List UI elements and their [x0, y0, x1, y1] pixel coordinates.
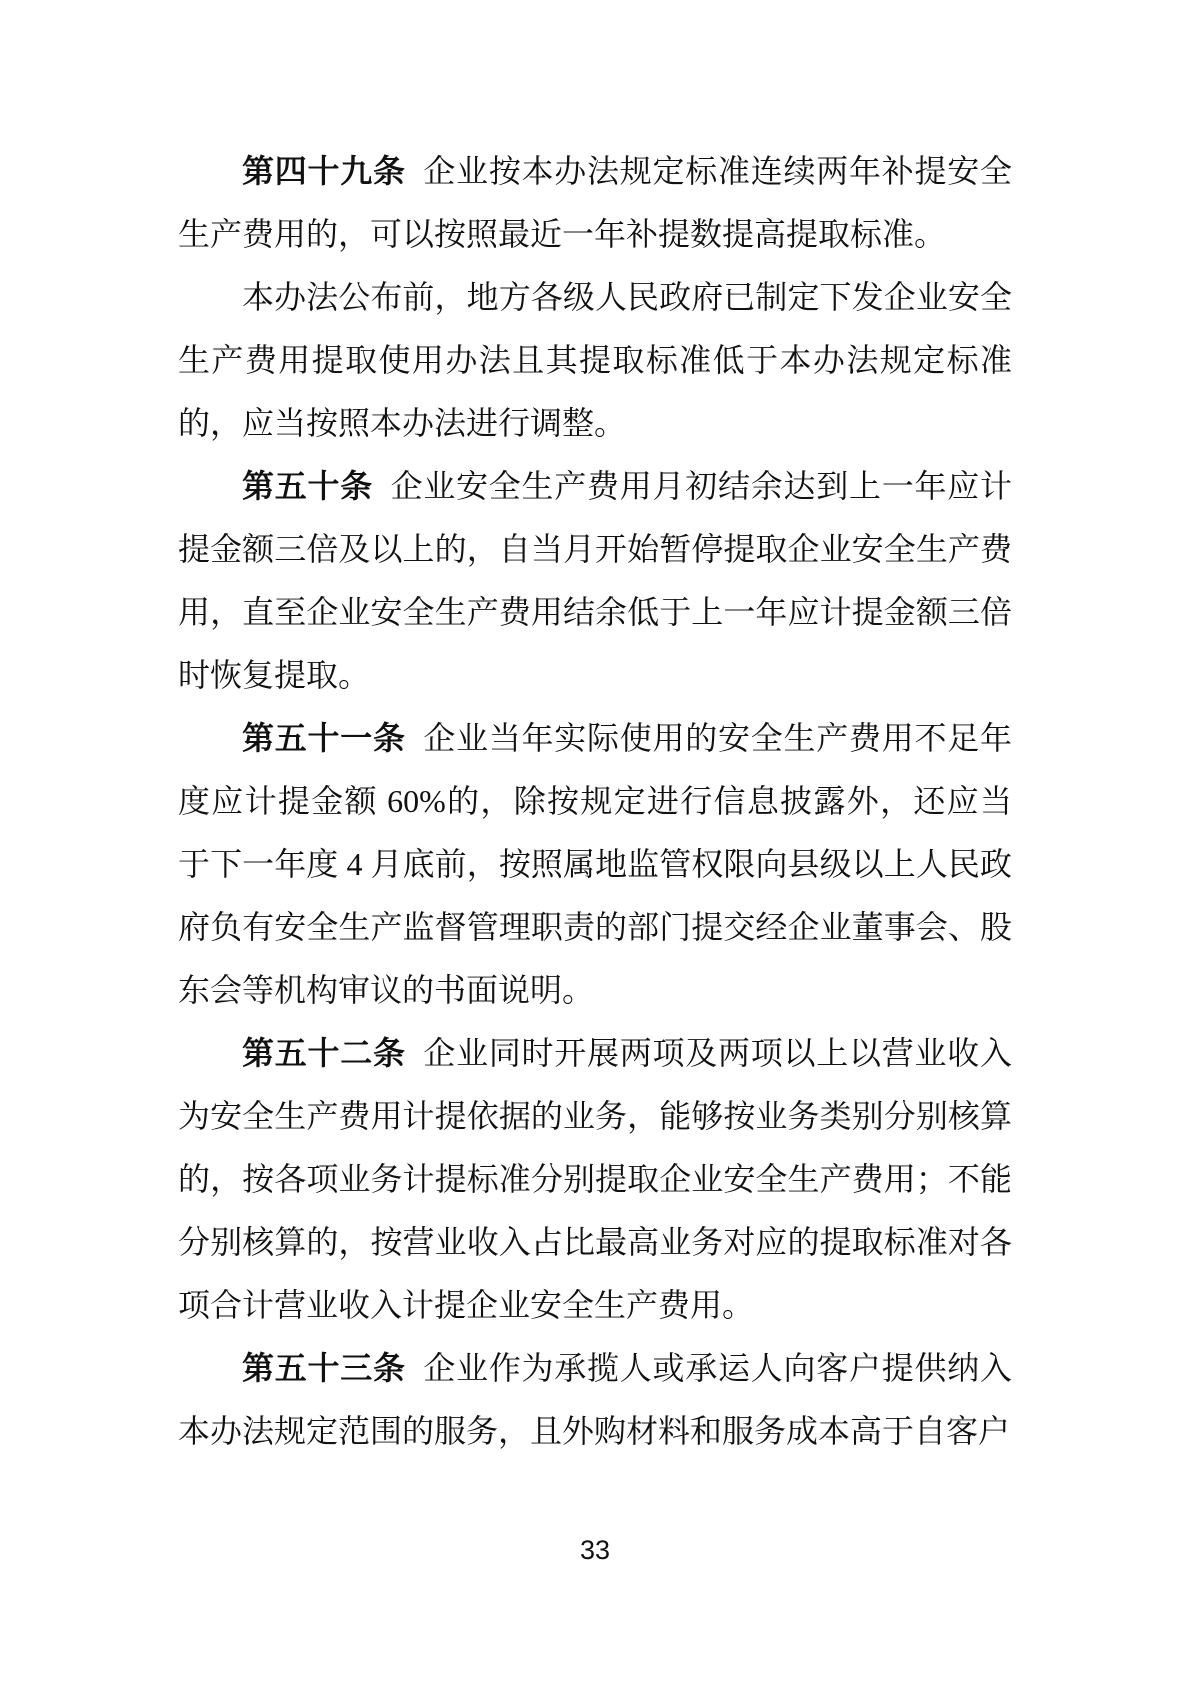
article-number: 第五十二条 — [242, 1035, 406, 1071]
paragraph-text: 企业作为承揽人或承运人向客户提供纳入本办法规定范围的服务，且外购材料和服务成本高于自客户 — [178, 1350, 1012, 1449]
page-number: 33 — [579, 1535, 611, 1565]
paragraph-text: 企业按本办法规定标准连续两年补提安全生产费用的，可以按照最近一年补提数提高提取标准。 — [178, 153, 1012, 252]
article-number: 第四十九条 — [242, 153, 406, 189]
paragraph — [178, 455, 1012, 707]
paragraph — [178, 707, 1012, 1022]
paragraph-text: 本办法公布前，地方各级人民政府已制定下发企业安全生产费用提取使用办法且其提取标准低于本办法规定标准的，应当按照本办法进行调整。 — [178, 279, 1012, 441]
article-number: 第五十三条 — [242, 1350, 406, 1386]
paragraph — [178, 1022, 1012, 1337]
paragraph-text: 企业安全生产费用月初结余达到上一年应计提金额三倍及以上的，自当月开始暂停提取企业安全生产费用，直至企业安全生产费用结余低于上一年应计提金额三倍时恢复提取。 — [178, 468, 1012, 693]
article-number: 第五十条 — [242, 468, 373, 504]
paragraph-text: 企业当年实际使用的安全生产费用不足年度应计提金额 60%的，除按规定进行信息披露外，还应当于下一年度 4 月底前，按照属地监管权限向县级以上人民政府负有安全生产监督管理职责的部门提交经企业董事会、股东会等机构审议的书面说明。 — [178, 720, 1012, 1008]
paragraph — [178, 140, 1012, 266]
document-text — [178, 140, 1012, 1463]
page-footer — [0, 1534, 1190, 1566]
paragraph — [178, 1337, 1012, 1463]
article-number: 第五十一条 — [242, 720, 406, 756]
paragraph — [178, 266, 1012, 455]
paragraph-text: 企业同时开展两项及两项以上以营业收入为安全生产费用计提依据的业务，能够按业务类别分别核算的，按各项业务计提标准分别提取企业安全生产费用；不能分别核算的，按营业收入占比最高业务对应的提取标准对各项合计营业收入计提企业安全生产费用。 — [178, 1035, 1012, 1323]
